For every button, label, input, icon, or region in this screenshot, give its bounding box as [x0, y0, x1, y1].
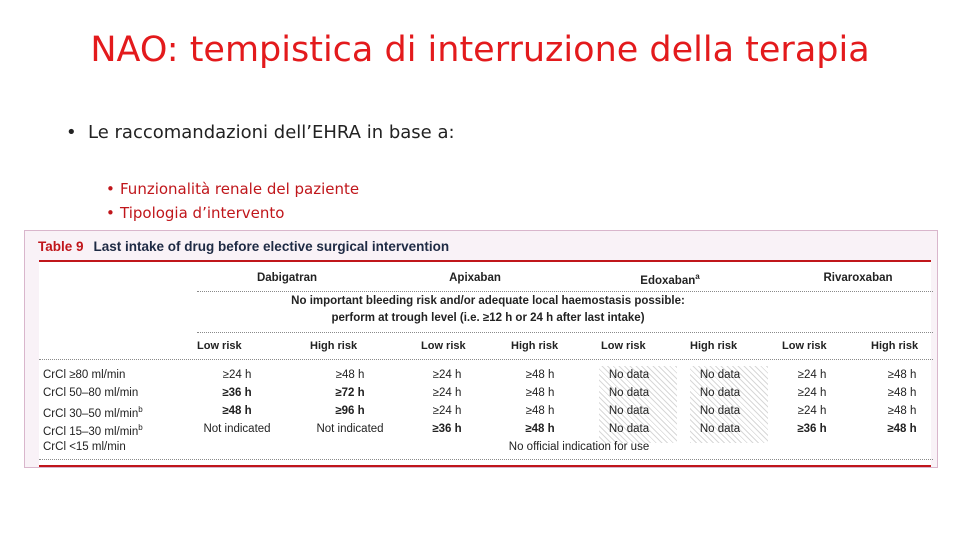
risk-header: High risk: [310, 340, 358, 352]
condition-line-2: perform at trough level (i.e. ≥12 h or 24 h after last intake): [331, 312, 645, 324]
drug-dabigatran: Dabigatran: [256, 272, 318, 284]
risk-header: Low risk: [782, 340, 827, 352]
table-cell: ≥36 h: [797, 423, 827, 435]
table-cell: No data: [608, 405, 650, 417]
main-bullet: [66, 122, 455, 143]
table-cell: No data: [699, 423, 741, 435]
table-cell: ≥24 h: [797, 405, 827, 417]
table-cell: ≥48 h: [887, 423, 917, 435]
main-bullet-text: Le raccomandazioni dell’EHRA in base a:: [88, 122, 455, 143]
table-cell: ≥48 h: [525, 405, 555, 417]
table-cell: No data: [699, 369, 741, 381]
table-cell: ≥48 h: [887, 387, 917, 399]
sub-bullet-surgery: [106, 204, 284, 222]
table-number: Table 9: [38, 239, 84, 254]
table-cell: ≥72 h: [335, 387, 365, 399]
row-label: CrCl 50–80 ml/min: [43, 387, 139, 399]
table-bottom-rule: [39, 465, 931, 467]
row-label: CrCl 15–30 $ml/\min^b$: [43, 423, 143, 438]
bullet-dot: •: [66, 122, 77, 143]
bullet-dot: •: [106, 180, 115, 198]
table-cell: Not indicated: [203, 423, 271, 435]
table-cell: ≥24 h: [432, 387, 462, 399]
table-cell: ≥36 h: [222, 387, 252, 399]
risk-header: Low risk: [601, 340, 646, 352]
table-cell: ≥24 h: [797, 387, 827, 399]
risk-header: Low risk: [197, 340, 242, 352]
table-cell: ≥36 h: [432, 423, 462, 435]
table-cell: ≥24 h: [222, 369, 252, 381]
row-label: CrCl 30–50 $ml/\min^b$: [43, 405, 143, 420]
header-divider: [197, 291, 933, 292]
table-cell: ≥48 h: [335, 369, 365, 381]
condition-line-1: No important bleeding risk and/or adequate local haemostasis possible:: [291, 295, 685, 307]
table-cell: ≥96 h: [335, 405, 365, 417]
footnote-mark: b: [138, 423, 143, 432]
table-label: [38, 239, 449, 254]
no-indication-note: No official indication for use: [508, 441, 650, 453]
sub-bullet-text: Tipologia d’intervento: [120, 204, 285, 222]
table-cell: No data: [608, 369, 650, 381]
table-cell: No data: [608, 423, 650, 435]
table-body: [39, 262, 931, 467]
table-figure: [24, 230, 938, 468]
drug-rivaroxaban: Rivaroxaban: [823, 272, 893, 284]
bullet-dot: •: [106, 204, 115, 222]
table-cell: Not indicated: [316, 423, 384, 435]
risk-header: High risk: [690, 340, 738, 352]
condition-divider: [197, 332, 933, 333]
table-caption: Last intake of drug before elective surgical intervention: [93, 239, 450, 254]
table-cell: No data: [608, 387, 650, 399]
table-bottom-divider: [39, 459, 933, 460]
table-cell: ≥48 h: [525, 369, 555, 381]
table-cell: ≥24 h: [797, 369, 827, 381]
drug-edoxaban: Edoxaban$^a$: [640, 272, 700, 287]
table-cell: No data: [699, 387, 741, 399]
table-cell: No data: [699, 405, 741, 417]
risk-header: Low risk: [421, 340, 466, 352]
row-label: CrCl ≥80 ml/min: [43, 369, 126, 381]
sub-bullet-renal: [106, 180, 359, 198]
table-cell: ≥48 h: [887, 369, 917, 381]
edoxaban-footnote-mark: a: [695, 272, 700, 281]
row-label: CrCl <15 ml/min: [43, 441, 126, 453]
slide-title: NAO: tempistica di interruzione della terapia: [90, 30, 870, 70]
risk-header: High risk: [511, 340, 559, 352]
sub-bullet-text: Funzionalità renale del paziente: [120, 180, 360, 198]
table-cell: ≥24 h: [432, 369, 462, 381]
risk-header: High risk: [871, 340, 919, 352]
table-cell: ≥48 h: [525, 387, 555, 399]
table-cell: ≥48 h: [887, 405, 917, 417]
table-cell: ≥24 h: [432, 405, 462, 417]
table-cell: ≥48 h: [525, 423, 555, 435]
risk-divider: [39, 359, 933, 360]
footnote-mark: b: [138, 405, 143, 414]
drug-apixaban: Apixaban: [449, 272, 501, 284]
table-cell: ≥48 h: [222, 405, 252, 417]
